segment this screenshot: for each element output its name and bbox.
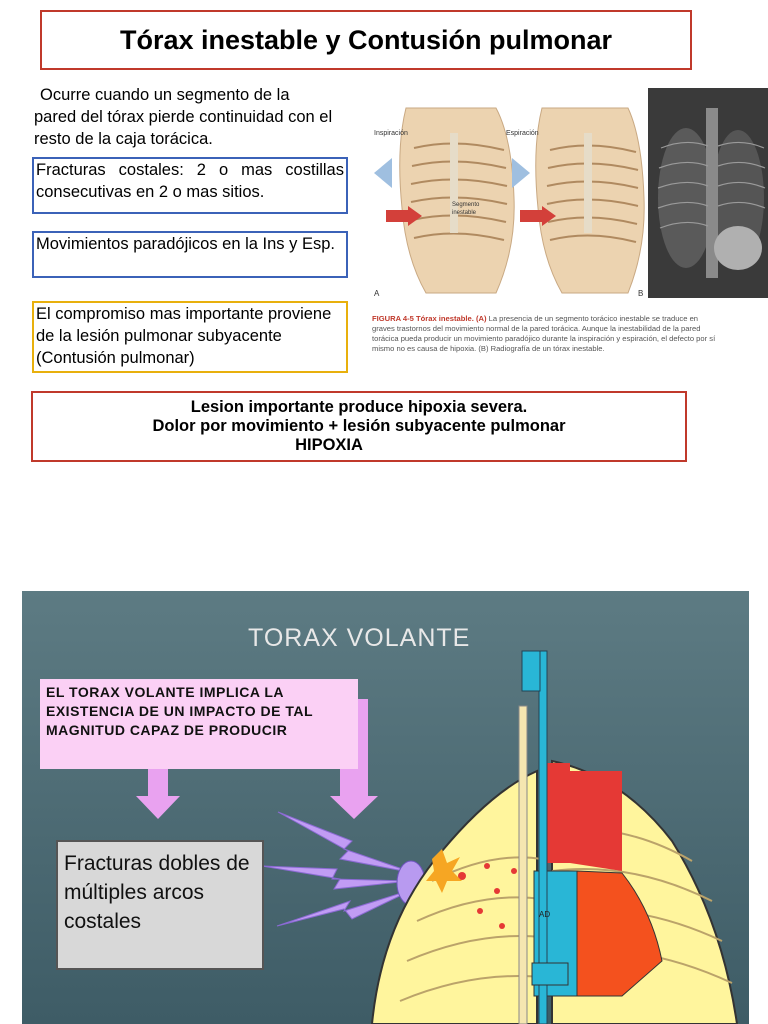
xray-image [648,88,768,298]
torax-volante-slide [22,591,749,1024]
figure-caption-head: FIGURA 4-5 Tórax inestable. (A) [372,314,487,323]
page-title: Tórax inestable y Contusión pulmonar [119,24,613,55]
intro-text: Ocurre cuando un segmento de la pared del tórax pierde continuidad con el resto de la caja torácica. [34,86,333,148]
sternum [519,706,527,1024]
label-segmento: Segmento [452,202,480,208]
bullet-fracturas: Fracturas costales: 2 o mas costillas consecutivas en 2 o mas sitios. [32,157,348,214]
summary-line-3: HIPOXIA [295,436,363,454]
label-espiracion: Espiración [506,130,539,137]
slide-title: TORAX VOLANTE [248,624,471,652]
panel-b-label: B [638,289,644,298]
label-inestable: inestable [452,210,477,216]
figure-caption [372,314,717,354]
title-box [40,10,692,70]
ad-label: AD [539,910,551,919]
bullet-movimientos: Movimientos paradójicos en la Ins y Esp. [32,231,348,278]
bullet-compromiso: El compromiso mas importante proviene de la lesión pulmonar subyacente (Contusión pulmonar) [32,301,348,373]
figure-caption-body: La presencia de un segmento torácico inestable se traduce en graves trastornos del movimiento normal de la pared torácica. Aunque la inestabilidad de la pared torácica pueda producir un movimiento paradójico durante la inspiración y espiración, el defecto por sí mismo no es causa de hipoxia. (B) Radiografía de un tórax inestable. [372,314,716,353]
label-inspiracion: Inspiración [374,130,408,137]
summary-box [31,391,687,462]
panel-a-label: A [374,289,380,298]
fractures-box: Fracturas dobles de múltiples arcos costales [56,840,264,970]
summary-line-1: Lesion importante produce hipoxia severa. [190,398,528,416]
impact-description-box: EL TORAX VOLANTE IMPLICA LA EXISTENCIA DE UN IMPACTO DE TAL MAGNITUD CAPAZ DE PRODUCIR [40,679,358,769]
summary-line-2: Dolor por movimiento + lesión subyacente pulmonar [152,417,566,435]
